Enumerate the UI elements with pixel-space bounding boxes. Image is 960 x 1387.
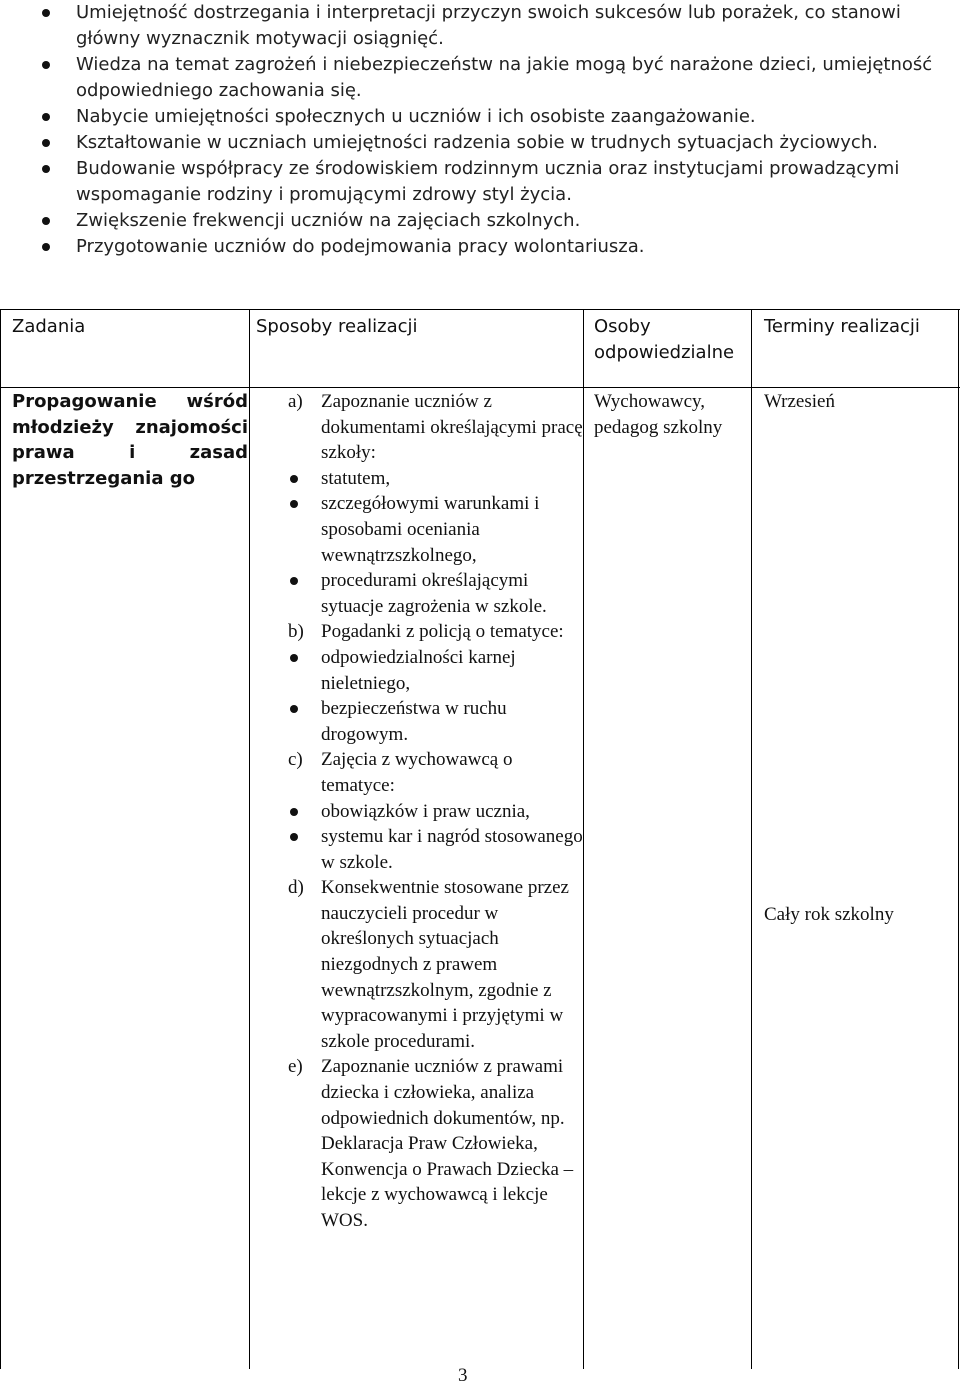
header-row-divider [0, 387, 960, 388]
task-line: młodzieży znajomości [12, 416, 248, 438]
list-item: Zwiększenie frekwencji uczniów na zajęciach szkolnych. [26, 208, 946, 234]
bullet-icon [290, 577, 298, 585]
header-tasks: Zadania [12, 316, 86, 337]
bullet-icon [290, 833, 298, 841]
column-divider [751, 309, 752, 1369]
list-item: Nabycie umiejętności społecznych u uczniów i ich osobiste zaangażowanie. [26, 104, 946, 130]
methods-cell [288, 389, 583, 1234]
bullet-icon [42, 61, 50, 69]
method-sub-item: obowiązków i praw ucznia, [288, 799, 583, 825]
bullet-icon [290, 654, 298, 662]
deadlines-cell [764, 389, 954, 925]
header-responsible: Osoby odpowiedzialne [594, 316, 735, 363]
bullet-icon [42, 217, 50, 225]
method-item-a: a) Zapoznanie uczniów z dokumentami określającymi pracę szkoły: [288, 391, 583, 464]
bullet-icon [42, 113, 50, 121]
method-sub-item: szczegółowymi warunkami i sposobami oceniania wewnątrzszkolnego, [288, 491, 583, 568]
column-divider [583, 309, 584, 1369]
task-line: Propagowanie wśród [12, 391, 248, 412]
list-item: Kształtowanie w uczniach umiejętności radzenia sobie w trudnych sytuacjach życiowych. [26, 130, 946, 156]
bullet-icon [290, 500, 298, 508]
method-item-e: e) Zapoznanie uczniów z prawami dziecka i człowieka, analiza odpowiednich dokumentów, np. Deklaracja Praw Człowieka, Konwencja o Prawach Dziecka – lekcje z wychowawcą i lekcje WOS. [288, 1056, 574, 1231]
responsible-cell: Wychowawcy, pedagog szkolny [594, 391, 723, 438]
method-sub-item: odpowiedzialności karnej nieletniego, [288, 645, 583, 696]
header-methods: Sposoby realizacji [256, 316, 418, 337]
task-line: przestrzegania go [12, 467, 196, 489]
bullet-icon [290, 705, 298, 713]
bullet-icon [42, 139, 50, 147]
bullet-icon [42, 243, 50, 251]
table-border-right [958, 309, 959, 1369]
table-border-top [0, 309, 960, 310]
header-deadlines: Terminy realizacji [764, 316, 920, 337]
intro-bullet-list [26, 0, 946, 260]
bullet-icon [42, 9, 50, 17]
deadline-text: Wrzesień [764, 391, 835, 412]
tasks-table [0, 309, 960, 1369]
bullet-icon [290, 475, 298, 483]
page-number: 3 [458, 1365, 468, 1386]
list-item: Umiejętność dostrzegania i interpretacji przyczyn swoich sukcesów lub porażek, co stanowi główny wyznacznik motywacji osiągnięć. [26, 0, 946, 52]
table-border-left [0, 309, 1, 1369]
method-sub-item: procedurami określającymi sytuacje zagrożenia w szkole. [288, 568, 583, 619]
task-line: prawa i zasad [12, 442, 248, 464]
list-item: Budowanie współpracy ze środowiskiem rodzinnym ucznia oraz instytucjami prowadzącymi wspomaganie rodziny i promującymi zdrowy styl życia. [26, 156, 946, 208]
method-item-d: d) Konsekwentnie stosowane przez nauczycieli procedur w określonych sytuacjach niezgodnych z prawem wewnątrzszkolnym, zgodnie z wypracowanymi i przyjętymi w szkole procedurami. [288, 877, 569, 1052]
bullet-icon [42, 165, 50, 173]
method-sub-item: bezpieczeństwa w ruchu drogowym. [288, 696, 583, 747]
list-item: Przygotowanie uczniów do podejmowania pracy wolontariusza. [26, 234, 946, 260]
method-item-c: c) Zajęcia z wychowawcą o tematyce: [288, 749, 513, 796]
bullet-icon [290, 808, 298, 816]
list-item: Wiedza na temat zagrożeń i niebezpieczeństw na jakie mogą być narażone dzieci, umiejętność odpowiedniego zachowania się. [26, 52, 946, 104]
method-item-b: b) Pogadanki z policją o tematyce: [288, 621, 564, 643]
method-sub-item: systemu kar i nagród stosowanego w szkole. [288, 824, 583, 875]
column-divider [249, 309, 250, 1369]
method-sub-item: statutem, [288, 466, 583, 492]
deadline-text: Cały rok szkolny [764, 904, 894, 925]
task-cell [12, 389, 248, 491]
